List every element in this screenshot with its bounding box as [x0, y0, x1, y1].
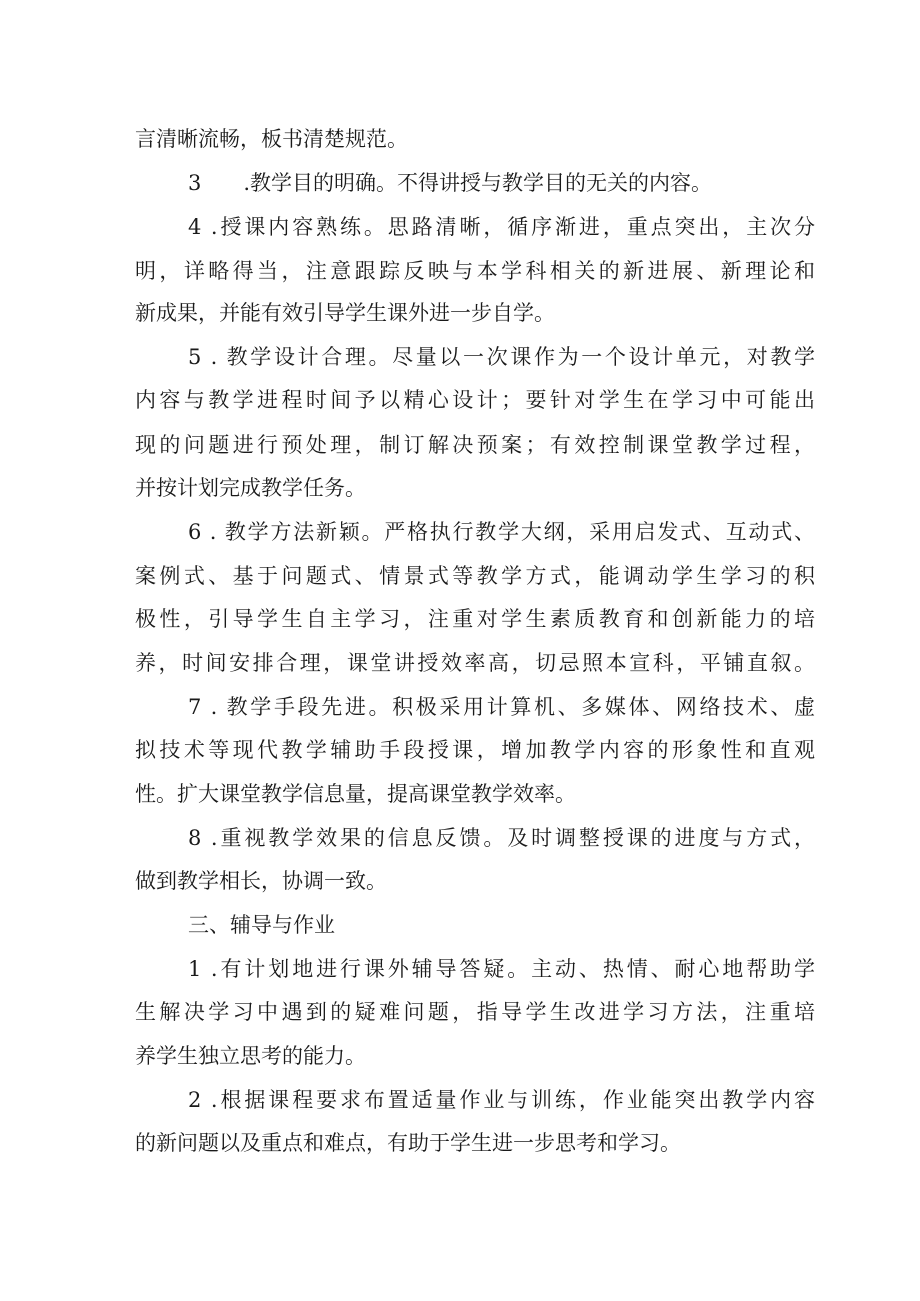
text-line: 极性，引导学生自主学习，注重对学生素质教育和创新能力的培 [135, 607, 815, 631]
item-2-text: 2 .根据课程要求布置适量作业与训练，作业能突出教学内容 [188, 1088, 815, 1112]
text-line: 养学生独立思考的能力。 [135, 1044, 366, 1068]
text-line: 养，时间安排合理，课堂讲授效率高，切忌照本宣科，平铺直叙。 [135, 651, 815, 675]
text-line: 的新问题以及重点和难点，有助于学生进一步思考和学习。 [135, 1131, 681, 1155]
item-1-text: 1 .有计划地进行课外辅导答疑。主动、热情、耐心地帮助学 [188, 957, 815, 981]
text-line: 拟技术等现代教学辅助手段授课，增加教学内容的形象性和直观 [135, 738, 815, 762]
text-line: 明，详略得当，注意跟踪反映与本学科相关的新进展、新理论和 [135, 259, 815, 283]
item-4-text: 4 .授课内容熟练。思路清晰，循序渐进，重点突出，主次分 [188, 215, 815, 239]
item-7-text: 7 . 教学手段先进。积极采用计算机、多媒体、网络技术、虚 [188, 695, 815, 719]
item-8-text: 8 .重视教学效果的信息反馈。及时调整授课的进度与方式， [188, 826, 815, 850]
text-line: 言清晰流畅，板书清楚规范。 [135, 127, 408, 151]
text-line: 现的问题进行预处理，制订解决预案；有效控制课堂教学过程， [135, 433, 815, 457]
item-5-text: 5 . 教学设计合理。尽量以一次课作为一个设计单元，对教学 [188, 345, 815, 369]
text-line: 性。扩大课堂教学信息量，提高课堂教学效率。 [135, 782, 576, 806]
text-line: 新成果，并能有效引导学生课外进一步自学。 [135, 301, 555, 325]
item-3-text: 3 .教学目的明确。不得讲授与教学目的无关的内容。 [188, 171, 713, 195]
text-line: 案例式、基于问题式、情景式等教学方式，能调动学生学习的积 [135, 564, 815, 588]
section-heading: 三、辅导与作业 [188, 913, 335, 937]
text-line: 并按计划完成教学任务。 [135, 476, 366, 500]
item-6-text: 6 . 教学方法新颖。严格执行教学大纲，采用启发式、互动式、 [188, 520, 815, 544]
text-line: 生解决学习中遇到的疑难问题，指导学生改进学习方法，注重培 [135, 1000, 815, 1024]
text-line: 内容与教学进程时间予以精心设计；要针对学生在学习中可能出 [135, 388, 815, 412]
text-line: 做到教学相长，协调一致。 [135, 869, 387, 893]
